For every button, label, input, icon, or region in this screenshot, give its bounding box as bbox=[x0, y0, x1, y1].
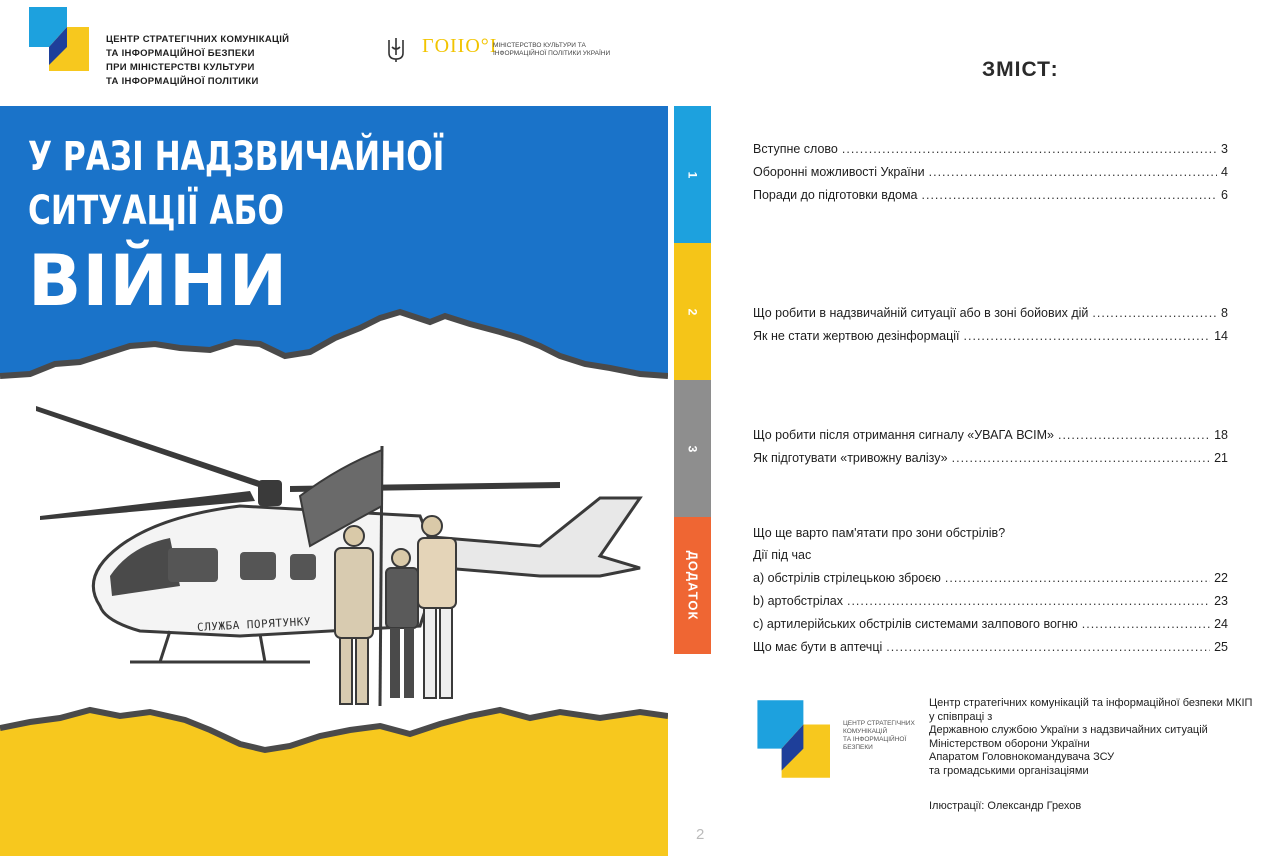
ministry-logo-icon: ΓΟΙΙΟ°Ι bbox=[422, 35, 498, 57]
toc-entry[interactable]: Що робити після отримання сигналу «УВАГА ВСІМ» ..... 18 bbox=[753, 428, 1228, 442]
helicopter-label: СЛУЖБА ПОРЯТУНКУ bbox=[196, 615, 312, 634]
toc-title: ЗМІСТ: bbox=[982, 58, 1059, 81]
toc-entry[interactable]: b) артобстрілах ..... 23 bbox=[753, 594, 1228, 608]
toc-entry[interactable]: Вступне слово ..... 3 bbox=[753, 142, 1228, 156]
tab-section-1[interactable]: 1 bbox=[674, 106, 711, 243]
toc-entry[interactable]: Поради до підготовки вдома ..... 6 bbox=[753, 188, 1228, 202]
tab-section-3[interactable]: 3 bbox=[674, 380, 711, 517]
cover-title bbox=[28, 134, 562, 322]
toc-entry[interactable]: Як не стати жертвою дезінформації ..... 14 bbox=[753, 329, 1228, 343]
toc-entry[interactable]: Що робити в надзвичайній ситуації або в зоні бойових дій ..... 8 bbox=[753, 306, 1228, 320]
cover-title-line2: СИТУАЦІЇ АБО bbox=[28, 188, 284, 234]
toc-heading: Що ще варто пам'ятати про зони обстрілів? bbox=[753, 526, 1006, 540]
toc-entry[interactable]: c) артилерійських обстрілів системами залпового вогню ..... 24 bbox=[753, 617, 1228, 631]
credits: Центр стратегічних комунікацій та інформаційної безпеки МКІП у співпраці з Державною службою України з надзвичайних ситуацій Міністерством оборони України Апаратом Головнокомандувача ЗСУ та громадськими організаціями bbox=[929, 697, 1253, 777]
illustrator-credit: Ілюстрації: Олександр Грехов bbox=[929, 800, 1082, 812]
center-logo-icon bbox=[755, 698, 830, 780]
toc-entry[interactable]: Що має бути в аптечці ..... 25 bbox=[753, 640, 1228, 654]
org-name: ЦЕНТР СТРАТЕГІЧНИХ КОМУНІКАЦІЙ ТА ІНФОРМАЦІЙНОЇ БЕЗПЕКИ ПРИ МІНІСТЕРСТВІ КУЛЬТУРИ ТА ІНФОРМАЦІЙНОЇ ПОЛІТИКИ bbox=[106, 34, 290, 87]
toc-subheading: Дії під час bbox=[753, 548, 812, 562]
tab-appendix[interactable]: ДОДАТОК bbox=[674, 517, 711, 654]
toc-entry[interactable]: Як підготувати «тривожну валізу» ..... 21 bbox=[753, 451, 1228, 465]
ministry-name: МІНІСТЕРСТВО КУЛЬТУРИ ТА ІНФОРМАЦІЙНОЇ ПОЛІТИКИ УКРАЇНИ bbox=[493, 42, 611, 57]
footer-org-name: ЦЕНТР СТРАТЕГІЧНИХ КОМУНІКАЦІЙ ТА ІНФОРМАЦІЙНОЇ БЕЗПЕКИ bbox=[843, 720, 915, 751]
page-number: 2 bbox=[696, 826, 705, 843]
cover-title-line3: ВІЙНИ bbox=[28, 240, 289, 322]
toc-entry[interactable]: Оборонні можливості України ..... 4 bbox=[753, 165, 1228, 179]
cover-title-line1: У РАЗІ НАДЗВИЧАЙНОЇ bbox=[28, 134, 445, 180]
trident-icon bbox=[387, 37, 405, 63]
center-logo-icon bbox=[27, 7, 89, 71]
toc-entry[interactable]: а) обстрілів стрілецькою зброєю ..... 22 bbox=[753, 571, 1228, 585]
tab-section-2[interactable]: 2 bbox=[674, 243, 711, 380]
